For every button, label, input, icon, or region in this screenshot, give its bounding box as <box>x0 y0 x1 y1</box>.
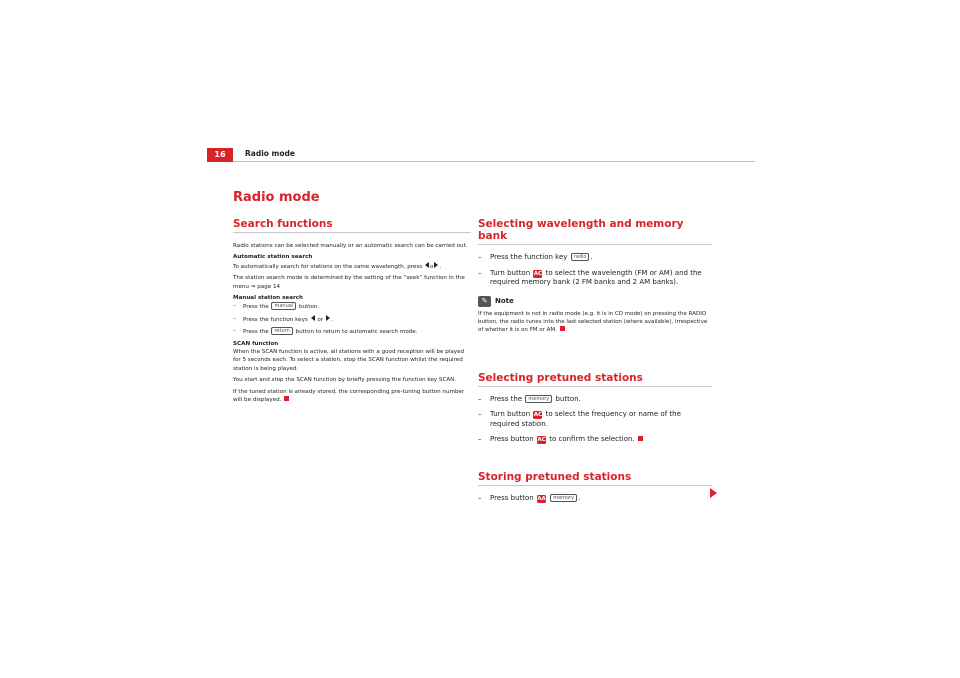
note-header <box>478 296 712 307</box>
wavelength-heading: Selecting wavelength and memory bank <box>478 218 712 245</box>
control-ac-icon: AC <box>533 270 543 277</box>
right-column <box>478 218 712 509</box>
end-marker-icon <box>638 436 643 441</box>
pretuned-step-2 <box>478 410 712 429</box>
manual-step-2-b: or <box>317 316 324 323</box>
manual-search-heading: Manual station search <box>233 295 304 302</box>
wavelength-step-1-a: Press the function key <box>490 253 568 261</box>
manual-step-3 <box>233 327 471 336</box>
pretuned-step-2-a: Turn button <box>490 410 531 418</box>
wavelength-step-1 <box>478 253 712 263</box>
memory-key: memory <box>525 395 552 403</box>
pretuned-step-3-b: to confirm the selection. <box>549 435 635 443</box>
manual-step-3-b: button to return to automatic search mode. <box>295 329 418 336</box>
key-left-icon <box>311 315 315 321</box>
manual-key: manual <box>271 302 296 310</box>
storing-heading: Storing pretuned stations <box>478 471 712 486</box>
seek-left-icon <box>425 262 429 268</box>
memory-key: memory <box>550 494 577 502</box>
auto-search-text-b: o <box>429 263 434 270</box>
manual-step-1-b: button. <box>298 304 320 311</box>
pretuned-step-3 <box>478 435 712 445</box>
manual-step-3-a: Press the <box>243 329 269 336</box>
auto-search-heading: Automatic station search <box>233 254 313 261</box>
pretuned-step-1-b: button. <box>555 394 581 403</box>
return-key: return <box>271 327 292 335</box>
scan-text-2: You start and stop the SCAN function by briefly pressing the function key SCAN. <box>233 377 457 384</box>
wavelength-step-2 <box>478 269 712 288</box>
wavelength-step-2-b: to select the wavelength (FM or AM) and the required memory bank (2 FM banks and 2 AM banks). <box>490 268 702 286</box>
note-text <box>478 310 712 334</box>
pretuned-step-3-a: Press button <box>490 435 534 443</box>
section-pretuned <box>478 372 712 445</box>
wavelength-step-2-a: Turn button <box>490 268 531 277</box>
auto-search-text-a: To automatically search for stations on the same wavelength, press <box>233 263 423 270</box>
manual-step-2 <box>233 315 471 324</box>
left-column <box>233 218 471 408</box>
running-title: Radio mode <box>245 149 295 158</box>
control-ac-icon: AC <box>533 412 543 418</box>
manual-step-1-a: Press the <box>243 304 269 311</box>
manual-step-2-c: . <box>330 316 333 323</box>
pretuned-step-1 <box>478 395 712 405</box>
page-number: 16 <box>207 148 233 162</box>
storing-step-1-a: Press button <box>490 493 534 502</box>
wavelength-step-1-b: . <box>590 253 593 261</box>
end-marker-icon <box>560 326 565 331</box>
control-aa-icon: AA <box>537 495 546 502</box>
pretuned-step-1-a: Press the <box>490 394 523 403</box>
note-label: Note <box>495 297 514 305</box>
search-functions-heading: Search functions <box>233 218 471 233</box>
pretuned-heading: Selecting pretuned stations <box>478 372 712 387</box>
auto-search-text <box>233 262 471 271</box>
seek-mode-text: The station search mode is determined by the setting of the “seek” function in the menu ⇒ page 14 <box>233 275 465 290</box>
header-rule <box>233 161 755 162</box>
end-marker-icon <box>284 396 289 401</box>
seek-right-icon <box>434 262 438 268</box>
chapter-title: Radio mode <box>233 190 320 205</box>
manual-step-1 <box>233 302 471 311</box>
scan-text-1: When the SCAN function is active, all stations with a good reception will be played for 5 seconds each. To select a station, stop the SCAN function whilst the required station is being played. <box>233 349 465 372</box>
note-icon: ✎ <box>478 296 491 307</box>
section-storing <box>478 471 712 504</box>
auto-search-text-c: . <box>439 263 442 270</box>
storing-step-1 <box>478 494 712 504</box>
section-wavelength <box>478 218 712 334</box>
continue-arrow-icon <box>710 488 717 498</box>
intro-text: Radio stations can be selected manually or an automatic search can be carried out. <box>233 243 468 249</box>
page-header <box>207 148 755 162</box>
note-text-body: If the equipment is not in radio mode (e.g. it is in CD mode) on pressing the RADIO button, the radio tunes into the last selected station (where available), irrespective of whether it is on FM or AM. <box>478 310 708 333</box>
pretuned-step-2-b: to select the frequency or name of the required station. <box>490 410 681 428</box>
manual-step-2-a: Press the function keys <box>243 316 308 323</box>
scan-heading: SCAN function <box>233 340 279 347</box>
storing-step-1-b: . <box>578 493 581 502</box>
scan-text-3-body: If the tuned station is already stored, the corresponding pre-tuning button number will be displayed. <box>233 388 465 404</box>
scan-text-3 <box>233 388 471 405</box>
key-right-icon <box>326 315 330 321</box>
control-ac-icon: AC <box>537 437 546 443</box>
radio-key: radio <box>571 253 590 261</box>
